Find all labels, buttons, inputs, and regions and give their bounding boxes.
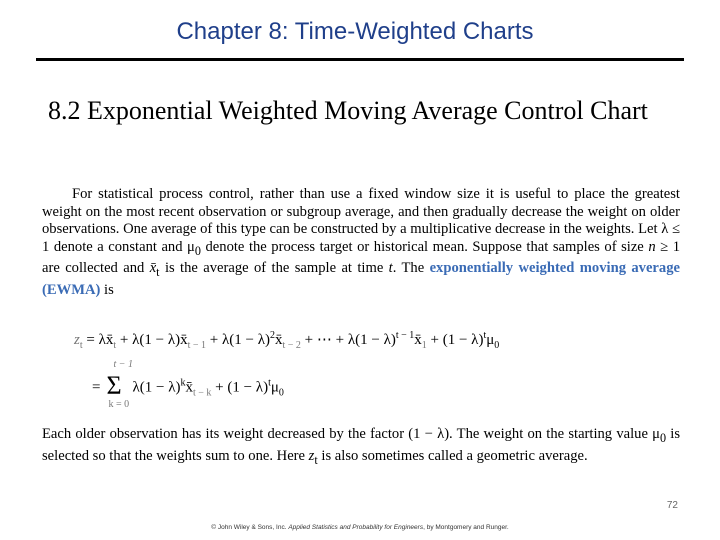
paragraph-intro [42, 186, 680, 299]
eq-mu-sub: 0 [494, 340, 500, 351]
eq-sub4: 1 [421, 340, 427, 351]
eq2-term2: + (1 − λ) [211, 379, 269, 396]
section-title: 8.2 Exponential Weighted Moving Average Control Chart [48, 96, 648, 125]
eq-term3b: x̄ [275, 332, 283, 348]
chapter-title: Chapter 8: Time-Weighted Charts [176, 18, 534, 45]
paragraph-intro-text-b: denote the process target or historical mean. Suppose that samples of size [200, 238, 649, 255]
eq-sub2: t − 1 [187, 340, 207, 351]
sum-lower: k = 0 [108, 399, 130, 410]
eq2-sub: t − k [192, 387, 212, 399]
sigma-glyph: Σ [106, 371, 122, 400]
eq2-equals: = [92, 379, 101, 396]
eq2-term1: λ(1 − λ) [132, 379, 181, 396]
eq2-term1b: x̄ [185, 379, 193, 396]
xbar-subscript: t [156, 265, 160, 280]
page-number: 72 [666, 500, 678, 511]
eq-term4b: x̄ [414, 332, 422, 348]
eq-term1: = λx̄ [82, 332, 114, 348]
paragraph-intro-text-f: is [100, 281, 114, 298]
summation-symbol [104, 359, 133, 410]
paragraph-weights-text-b: is selected so that the weights sum to one. Here [42, 426, 680, 464]
ewma-highlight: exponentially weighted moving average (EWMA) [42, 260, 680, 298]
eq-z-sub: t [79, 340, 83, 351]
eq2-mu: μ [270, 379, 279, 396]
eq-term4: + ⋯ + λ(1 − λ) [300, 332, 396, 348]
eq2-exp1: k [180, 377, 186, 389]
footer-prefix: © John Wiley & Sons, Inc. [211, 524, 289, 531]
paragraph-intro-text-c: ≥ 1 are collected and [42, 238, 680, 277]
variable-z: z [308, 447, 315, 464]
paragraph-intro-text-d: is the average of the sample at time [159, 260, 389, 277]
ewma-equation-line2 [74, 359, 284, 410]
sum-upper: t − 1 [113, 359, 133, 370]
eq-exp2: 2 [270, 330, 275, 341]
ewma-equation-line1 [74, 330, 499, 351]
eq-term3: + λ(1 − λ) [206, 332, 270, 348]
eq-exp4: t [483, 330, 487, 341]
variable-n: n [648, 238, 656, 255]
paragraph-intro-text: For statistical process control, rather than use a fixed window size it is useful to place the greatest weight on the most recent observation or subgroup average, and then gradually decrease the weight on older observations. One average of this type can be constructed by a multiplicative decrease in the weights. Let λ ≤ 1 denote a constant and μ [42, 186, 680, 255]
paragraph-intro-text-e: . The [392, 260, 430, 277]
paragraph-weights-text-c: is also sometimes called a geometric average. [317, 447, 588, 464]
eq-sub1: t [113, 340, 117, 351]
eq-z: z [74, 332, 80, 348]
paragraph-weights [42, 426, 680, 469]
eq-term5: + (1 − λ) [426, 332, 484, 348]
title-divider [36, 58, 684, 61]
p2-z-sub: t [314, 452, 318, 467]
eq2-mu-sub: 0 [278, 387, 284, 399]
eq-mu: μ [486, 332, 495, 348]
eq-sub3: t − 2 [282, 340, 301, 351]
eq2-exp2: t [268, 377, 271, 389]
variable-t: t [388, 260, 393, 277]
mu-subscript: 0 [194, 243, 201, 258]
variable-xbar: x̄ [149, 260, 157, 277]
paragraph-weights-text: Each older observation has its weight decreased by the factor (1 − λ). The weight on the starting value μ [42, 426, 660, 442]
eq-term2: + λ(1 − λ)x̄ [116, 332, 188, 348]
footer-book-title: Applied Statistics and Probability for Engineers [288, 524, 424, 531]
eq-exp3: t − 1 [395, 330, 415, 341]
footer-suffix: , by Montgomery and Runger. [423, 524, 509, 531]
p2-mu-sub: 0 [659, 430, 667, 445]
copyright-footer [0, 524, 720, 531]
